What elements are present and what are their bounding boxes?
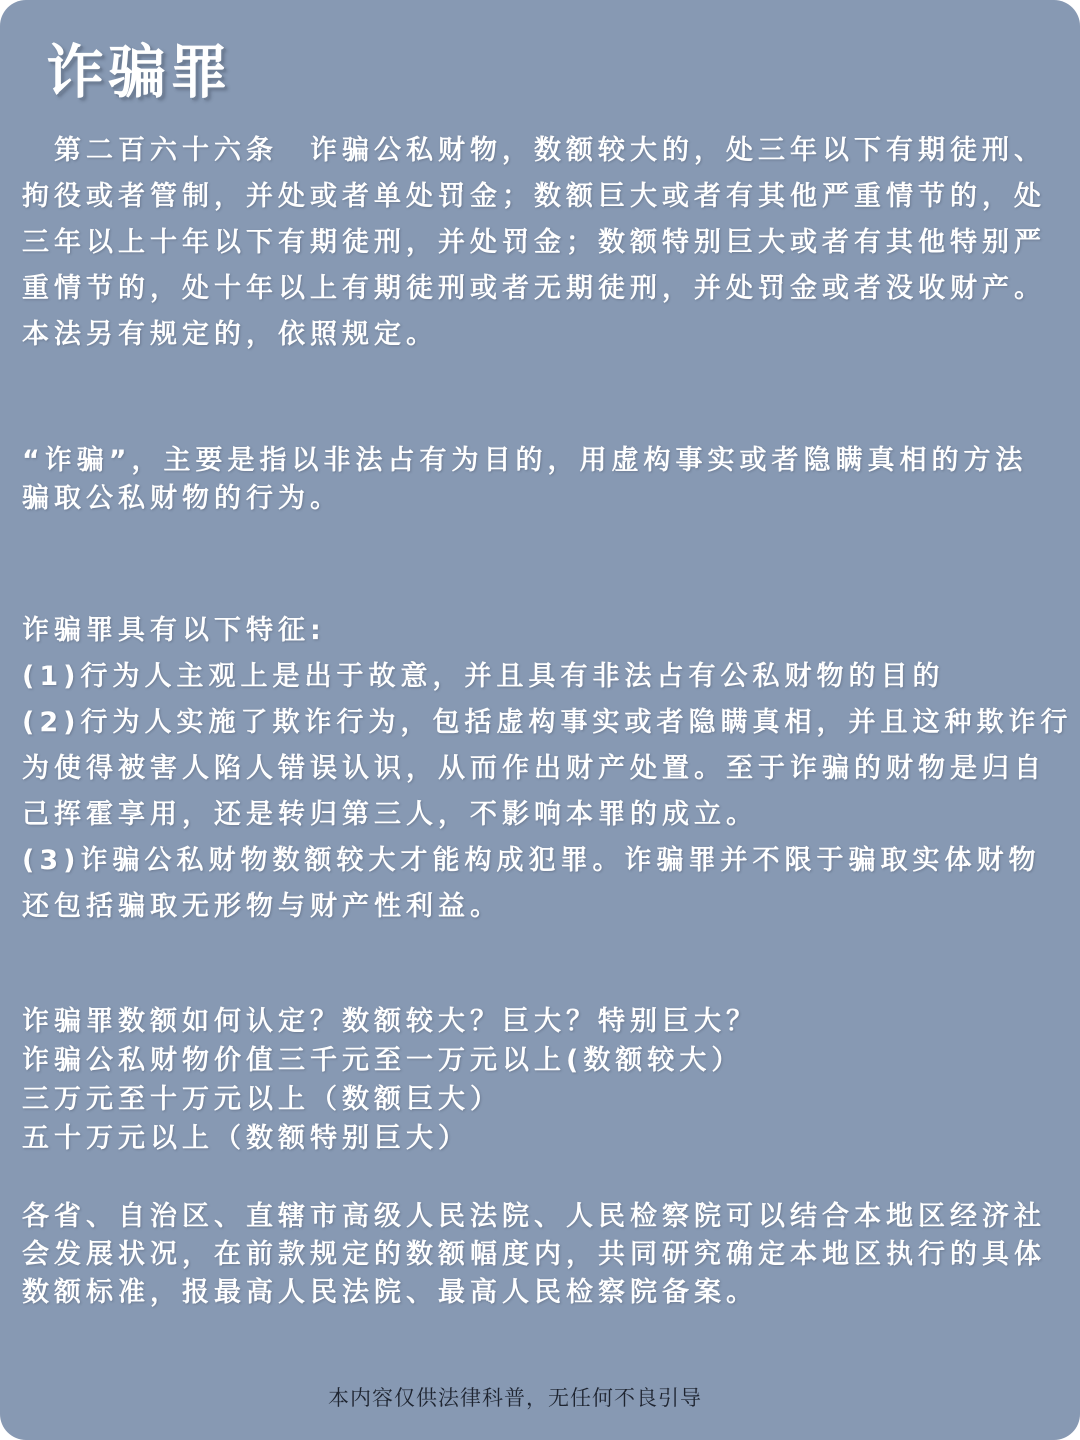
provinces-line: 会发展状况，在前款规定的数额幅度内，共同研究确定本地区执行的具体: [22, 1239, 1046, 1270]
definition-line: 骗取公私财物的行为。: [22, 483, 342, 514]
feature-line: 还包括骗取无形物与财产性利益。: [22, 891, 502, 922]
features-paragraph: [22, 608, 1073, 930]
definition-paragraph: [22, 442, 1062, 518]
feature-line: (1)行为人主观上是出于故意，并且具有非法占有公私财物的目的: [22, 661, 945, 692]
amounts-paragraph: [22, 1002, 1062, 1158]
law-line: 本法另有规定的，依照规定。: [22, 319, 438, 350]
disclaimer-footer: 本内容仅供法律科普，无任何不良引导: [328, 1386, 702, 1410]
feature-line: (2)行为人实施了欺诈行为，包括虚构事实或者隐瞒真相，并且这种欺诈行: [22, 707, 1073, 738]
feature-line: (3)诈骗公私财物数额较大才能构成犯罪。诈骗罪并不限于骗取实体财物: [22, 845, 1041, 876]
amount-line: 五十万元以上（数额特别巨大）: [22, 1123, 470, 1154]
law-article-paragraph: [22, 128, 1062, 358]
law-line: 拘役或者管制，并处或者单处罚金；数额巨大或者有其他严重情节的，处: [22, 181, 1046, 212]
amounts-heading: 诈骗罪数额如何认定？数额较大？巨大？特别巨大？: [22, 1006, 758, 1037]
law-line: 重情节的，处十年以上有期徒刑或者无期徒刑，并处罚金或者没收财产。: [22, 273, 1046, 304]
page-title: 诈骗罪: [46, 38, 233, 106]
provinces-line: 各省、自治区、直辖市高级人民法院、人民检察院可以结合本地区经济社: [22, 1201, 1046, 1232]
provinces-line: 数额标准，报最高人民法院、最高人民检察院备案。: [22, 1277, 758, 1308]
feature-line: 为使得被害人陷人错误认识，从而作出财产处置。至于诈骗的财物是归自: [22, 753, 1046, 784]
features-heading: 诈骗罪具有以下特征:: [22, 615, 326, 646]
law-line: 第二百六十六条 诈骗公私财物，数额较大的，处三年以下有期徒刑、: [22, 135, 1046, 166]
provinces-paragraph: [22, 1198, 1062, 1312]
law-line: 三年以上十年以下有期徒刑，并处罚金；数额特别巨大或者有其他特别严: [22, 227, 1046, 258]
amount-line: 诈骗公私财物价值三千元至一万元以上(数额较大）: [22, 1045, 744, 1076]
feature-line: 己挥霍享用，还是转归第三人，不影响本罪的成立。: [22, 799, 758, 830]
amount-line: 三万元至十万元以上（数额巨大）: [22, 1084, 502, 1115]
definition-line: “诈骗”，主要是指以非法占有为目的，用虚构事实或者隐瞒真相的方法: [22, 445, 1028, 476]
